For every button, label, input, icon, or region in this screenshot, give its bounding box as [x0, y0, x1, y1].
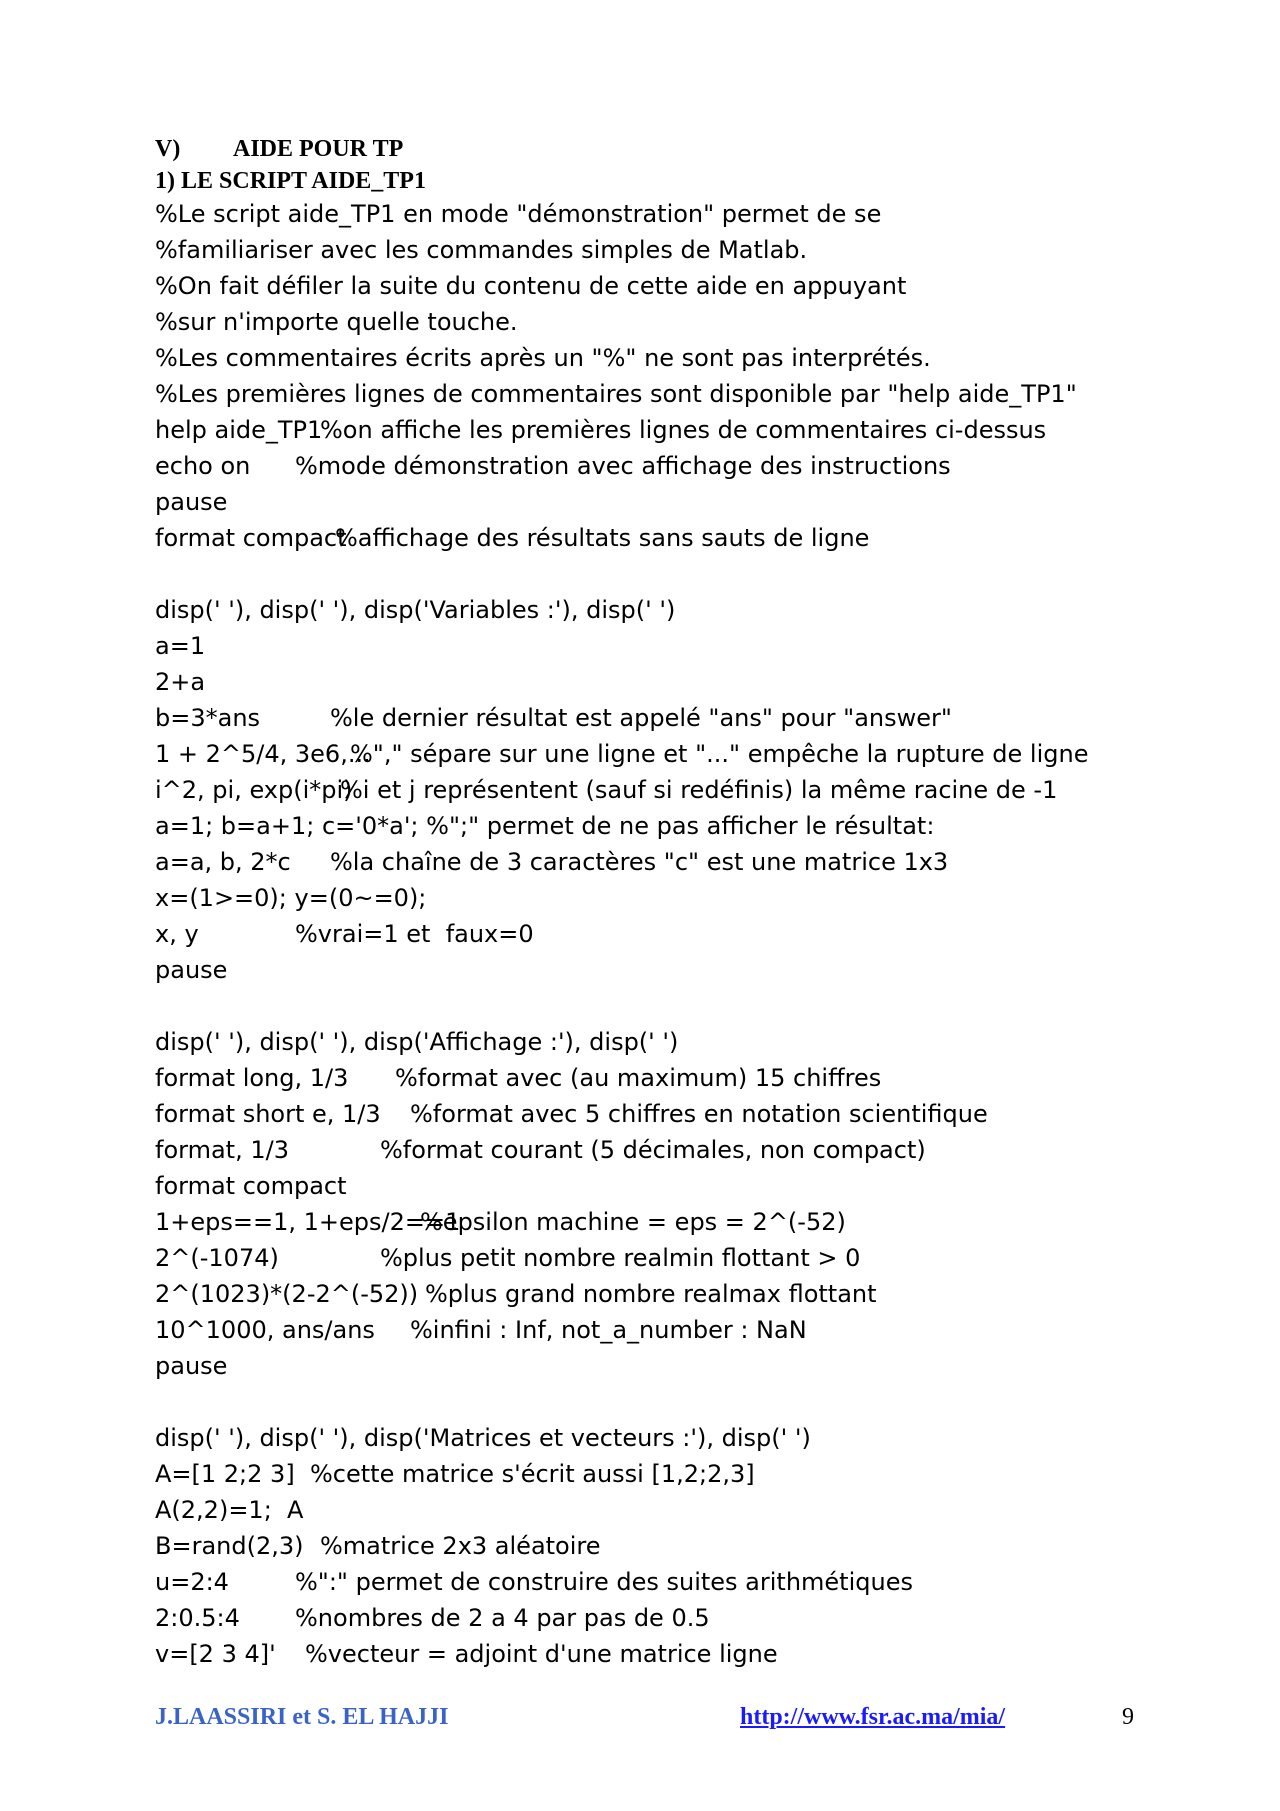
code-command: A(2,2)=1; A — [155, 1496, 304, 1524]
code-command: u=2:4 — [155, 1568, 229, 1596]
code-line — [155, 844, 1155, 880]
page-number: 9 — [1122, 1704, 1134, 1730]
code-comment: %affichage des résultats sans sauts de ligne — [335, 524, 870, 552]
code-command: 2+a — [155, 668, 206, 696]
code-command: A=[1 2;2 3] — [155, 1460, 295, 1488]
code-comment: %":" permet de construire des suites arithmétiques — [295, 1568, 913, 1596]
code-command: B=rand(2,3) — [155, 1532, 304, 1560]
code-line — [155, 232, 1155, 268]
footer-authors: J.LAASSIRI et S. EL HAJJI — [155, 1704, 449, 1730]
code-line — [155, 916, 1155, 952]
subsection-heading: 1) LE SCRIPT AIDE_TP1 — [155, 168, 426, 194]
code-command: %sur n'importe quelle touche. — [155, 308, 518, 336]
code-command: pause — [155, 488, 228, 516]
code-command: x, y — [155, 920, 199, 948]
code-line — [155, 880, 1155, 916]
code-command: format short e, 1/3 — [155, 1100, 381, 1128]
code-command: %familiariser avec les commandes simples de Matlab. — [155, 236, 808, 264]
code-comment: %"," sépare sur une ligne et "..." empêche la rupture de ligne — [350, 740, 1089, 768]
code-comment: %format courant (5 décimales, non compact) — [380, 1136, 926, 1164]
code-command: a=a, b, 2*c — [155, 848, 291, 876]
code-command: a=1 — [155, 632, 206, 660]
code-command: 10^1000, ans/ans — [155, 1316, 375, 1344]
code-command: b=3*ans — [155, 704, 261, 732]
script-listing — [155, 196, 1155, 1672]
code-command: %Les premières lignes de commentaires sont disponible par "help aide_TP1" — [155, 380, 1077, 408]
code-line — [155, 1456, 1155, 1492]
code-command: echo on — [155, 452, 251, 480]
code-command: format compact — [155, 1172, 347, 1200]
code-comment: %i et j représentent (sauf si redéfinis) la même racine de -1 — [340, 776, 1058, 804]
code-line — [155, 196, 1155, 232]
code-command: %Le script aide_TP1 en mode "démonstration" permet de se — [155, 200, 882, 228]
code-command: help aide_TP1 — [155, 416, 323, 444]
code-line — [155, 1348, 1155, 1384]
code-command: format compact — [155, 524, 347, 552]
code-comment: %format avec (au maximum) 15 chiffres — [395, 1064, 882, 1092]
code-line — [155, 304, 1155, 340]
blank-line — [155, 1384, 1155, 1420]
code-line — [155, 1276, 1155, 1312]
code-comment: %cette matrice s'écrit aussi [1,2;2,3] — [310, 1460, 755, 1488]
code-command: x=(1>=0); y=(0~=0); — [155, 884, 427, 912]
code-command: v=[2 3 4]' — [155, 1640, 276, 1668]
code-line — [155, 1420, 1155, 1456]
code-comment: %infini : Inf, not_a_number : NaN — [410, 1316, 807, 1344]
code-comment: %format avec 5 chiffres en notation scientifique — [410, 1100, 988, 1128]
code-line — [155, 736, 1155, 772]
code-line — [155, 808, 1155, 844]
code-command: disp(' '), disp(' '), disp('Affichage :'), disp(' ') — [155, 1028, 679, 1056]
code-line — [155, 448, 1155, 484]
code-comment: %epsilon machine = eps = 2^(-52) — [420, 1208, 846, 1236]
code-line — [155, 340, 1155, 376]
code-line — [155, 520, 1155, 556]
code-command: a=1; b=a+1; c='0*a'; %";" permet de ne pas afficher le résultat: — [155, 812, 935, 840]
code-line — [155, 1240, 1155, 1276]
code-line — [155, 592, 1155, 628]
code-line — [155, 1096, 1155, 1132]
code-comment: %plus petit nombre realmin flottant > 0 — [380, 1244, 861, 1272]
footer-link[interactable]: http://www.fsr.ac.ma/mia/ — [740, 1704, 1006, 1730]
blank-line — [155, 556, 1155, 592]
code-comment: %vecteur = adjoint d'une matrice ligne — [305, 1640, 778, 1668]
code-command: disp(' '), disp(' '), disp('Matrices et vecteurs :'), disp(' ') — [155, 1424, 811, 1452]
section-number: V) — [155, 136, 181, 162]
code-command: 2^(-1074) — [155, 1244, 279, 1272]
section-title: AIDE POUR TP — [233, 136, 404, 162]
code-line — [155, 1492, 1155, 1528]
code-comment: %vrai=1 et faux=0 — [295, 920, 534, 948]
code-line — [155, 268, 1155, 304]
code-line — [155, 1132, 1155, 1168]
blank-line — [155, 988, 1155, 1024]
code-command: %On fait défiler la suite du contenu de cette aide en appuyant — [155, 272, 907, 300]
code-command: 1 + 2^5/4, 3e6,... — [155, 740, 371, 768]
code-command: 2:0.5:4 — [155, 1604, 240, 1632]
code-line — [155, 700, 1155, 736]
code-line — [155, 1060, 1155, 1096]
code-line — [155, 412, 1155, 448]
code-comment: %on affiche les premières lignes de commentaires ci-dessus — [320, 416, 1047, 444]
code-command: %Les commentaires écrits après un "%" ne sont pas interprétés. — [155, 344, 931, 372]
code-command: 1+eps==1, 1+eps/2==1 — [155, 1208, 461, 1236]
code-command: i^2, pi, exp(i*pi) — [155, 776, 353, 804]
code-line — [155, 1312, 1155, 1348]
code-comment: %plus grand nombre realmax flottant — [425, 1280, 877, 1308]
code-comment: %le dernier résultat est appelé "ans" pour "answer" — [330, 704, 952, 732]
code-line — [155, 484, 1155, 520]
code-command: format, 1/3 — [155, 1136, 289, 1164]
code-line — [155, 628, 1155, 664]
code-line — [155, 376, 1155, 412]
code-comment: %la chaîne de 3 caractères "c" est une matrice 1x3 — [330, 848, 949, 876]
code-command: pause — [155, 956, 228, 984]
code-line — [155, 1564, 1155, 1600]
code-line — [155, 1204, 1155, 1240]
code-line — [155, 772, 1155, 808]
code-comment: %mode démonstration avec affichage des instructions — [295, 452, 951, 480]
section-heading — [155, 136, 403, 163]
code-command: 2^(1023)*(2-2^(-52)) — [155, 1280, 419, 1308]
code-line — [155, 1600, 1155, 1636]
code-line — [155, 664, 1155, 700]
code-comment: %matrice 2x3 aléatoire — [320, 1532, 601, 1560]
code-comment: %nombres de 2 a 4 par pas de 0.5 — [295, 1604, 710, 1632]
code-command: format long, 1/3 — [155, 1064, 349, 1092]
code-line — [155, 1636, 1155, 1672]
code-line — [155, 1528, 1155, 1564]
code-command: pause — [155, 1352, 228, 1380]
code-line — [155, 1024, 1155, 1060]
code-line — [155, 952, 1155, 988]
code-line — [155, 1168, 1155, 1204]
code-command: disp(' '), disp(' '), disp('Variables :'), disp(' ') — [155, 596, 676, 624]
